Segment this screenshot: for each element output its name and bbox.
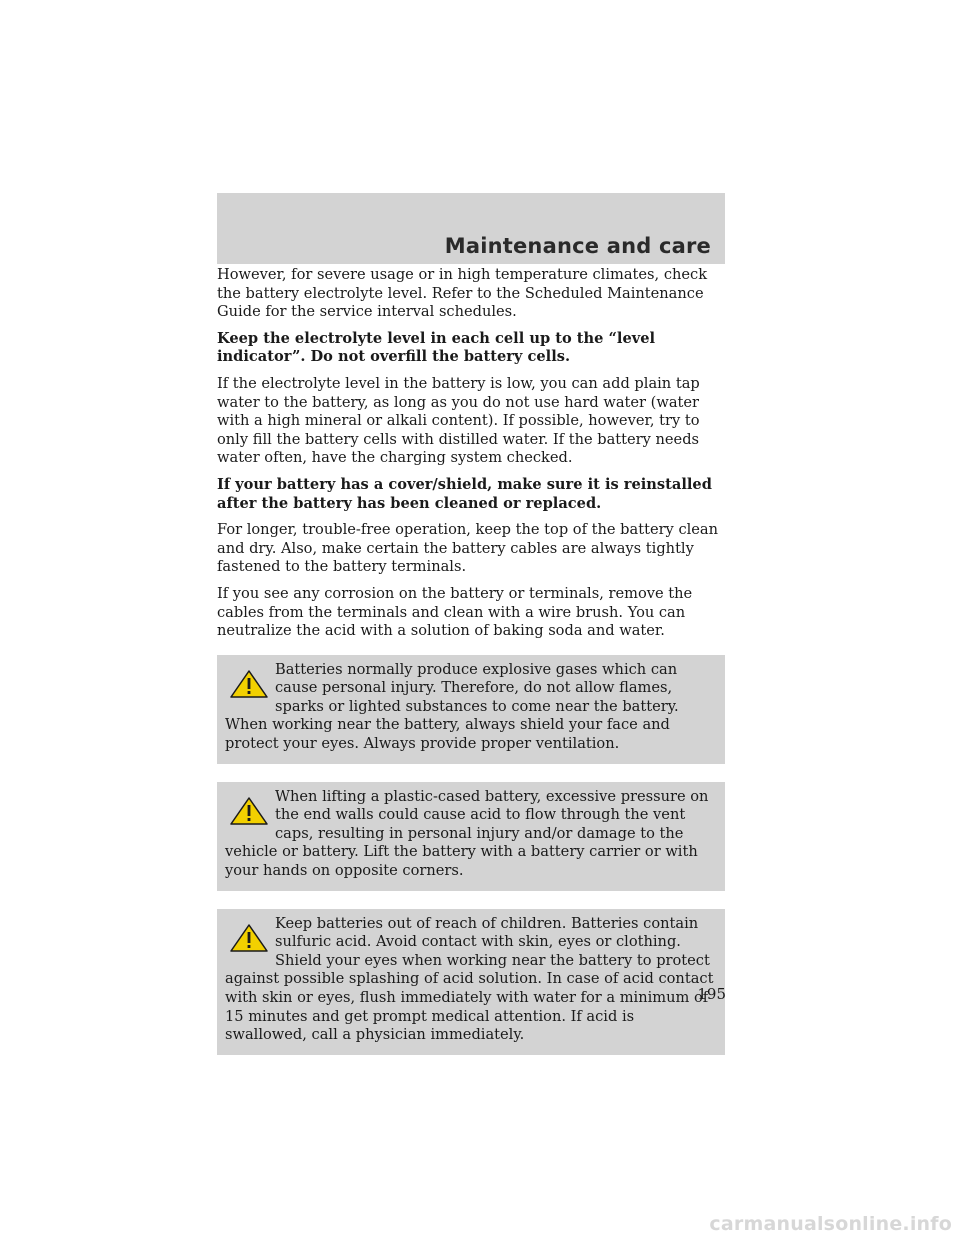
page-content [217,266,729,1073]
warning-box-lifting-battery [217,782,725,891]
warning-box-explosive-gases [217,655,725,764]
paragraph-keep-clean: For longer, trouble-free operation, keep the top of the battery clean and dry. Also, make certain the battery cables are always tightly fastened to the battery terminals. [217,521,719,576]
warning-triangle-icon [229,796,269,826]
paragraph-corrosion: If you see any corrosion on the battery or terminals, remove the cables from the terminals and clean with a wire brush. You can neutralize the acid with a solution of baking soda and water. [217,584,693,640]
warning-text: When lifting a plastic-cased battery, excessive pressure on the end walls could cause acid to flow through the vent caps, resulting in personal injury and/or damage to the vehicle or battery. Lift the battery with a battery carrier or with your hands on opposite corners. [225,787,709,880]
warning-triangle-icon [229,923,269,953]
paragraph-electrolyte-level: Keep the electrolyte level in each cell up to the “level indicator”. Do not overfill the battery cells. [217,329,656,366]
page-number: 195 [697,985,726,1003]
section-header-band [217,193,725,264]
paragraph-severe-usage: However, for severe usage or in high temperature climates, check the battery electrolyte level. Refer to the Scheduled Maintenance Guide for the service interval schedules. [217,266,708,321]
warning-text: Batteries normally produce explosive gases which can cause personal injury. Therefore, do not allow flames, sparks or lighted substances to come near the battery. When working near the battery, always shield your face and protect your eyes. Always provide proper ventilation. [225,660,679,753]
watermark-text: carmanualsonline.info [709,1213,952,1235]
paragraph-add-water: If the electrolyte level in the battery is low, you can add plain tap water to the battery, as long as you do not use hard water (water with a high mineral or alkali content). If possible, however, try to only fill the battery cells with distilled water. If the battery needs water often, have the charging system checked. [217,374,700,467]
warning-triangle-icon [229,669,269,699]
warning-box-children-acid [217,909,725,1055]
warning-text: Keep batteries out of reach of children. Batteries contain sulfuric acid. Avoid contact with skin, eyes or clothing. Shield your eyes when working near the battery to protect against possible splashing of acid solution. In case of acid contact with skin or eyes, flush immediately with water for a minimum of 15 minutes and get prompt medical attention. If acid is swallowed, call a physician immediately. [225,914,714,1044]
section-title: Maintenance and care [444,234,711,258]
paragraph-cover-shield: If your battery has a cover/shield, make sure it is reinstalled after the battery has been cleaned or replaced. [217,475,712,512]
